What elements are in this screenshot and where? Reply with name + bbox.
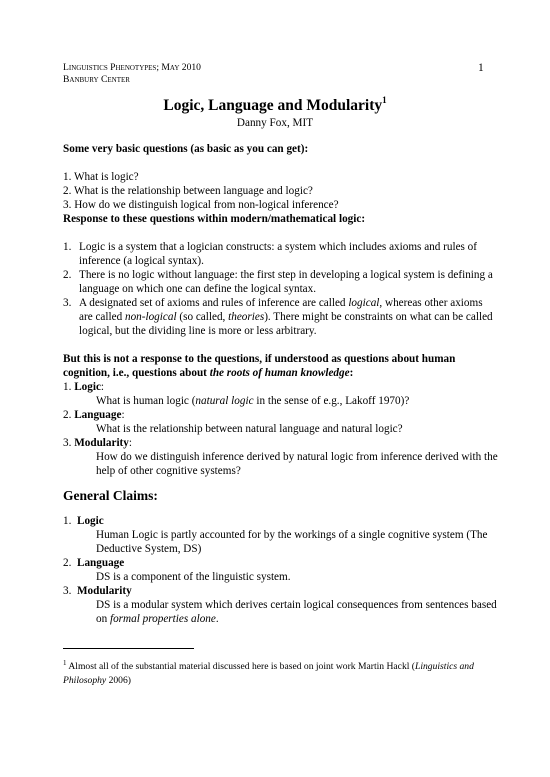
item-label: Logic (76, 515, 104, 527)
text-run: , whereas other axioms (379, 297, 483, 309)
item-label: Language (74, 409, 122, 421)
section1-heading: Some very basic questions (as basic as you can get): (63, 143, 309, 155)
section3-item-3-text-line-2: help of other cognitive systems? (96, 465, 241, 477)
section3-item-1-title (63, 380, 104, 394)
running-header (63, 62, 201, 86)
text-run: : (128, 437, 132, 449)
section4-item-1-title (63, 514, 104, 528)
text-run: on (96, 613, 110, 625)
section3-item-1-text (96, 394, 409, 408)
section2-item-1-number: 1. (63, 241, 72, 253)
section1-item-2: 2. What is the relationship between language and logic? (63, 185, 313, 197)
text-run: cognition, i.e., questions about (63, 367, 210, 379)
item-number: 2. (63, 409, 72, 421)
title-footnote-mark: 1 (382, 95, 387, 105)
italic-run: non-logical (124, 311, 177, 323)
item-label: Language (76, 557, 125, 569)
section2-item-2-line-2: language on which one can define the logical syntax. (79, 283, 317, 295)
item-number: 2. (63, 557, 72, 569)
text-run: are called (79, 311, 125, 323)
section2-item-3-line-3: logical, but the dividing line is more or less arbitrary. (79, 325, 317, 337)
item-label: Modularity (74, 437, 129, 449)
section3-heading-line-1: But this is not a response to the questions, if understood as questions about human (63, 353, 456, 365)
section4-item-2-line-1: DS is a component of the linguistic system. (96, 571, 291, 583)
text-run: ). There might be constraints on what can be called (264, 311, 493, 323)
section3-item-2-text: What is the relationship between natural language and natural logic? (96, 423, 403, 435)
section4-item-1-line-1: Human Logic is partly accounted for by the workings of a single cognitive system (The (96, 529, 488, 541)
section2-item-3-line-2 (79, 310, 493, 324)
item-number: 3. (63, 437, 72, 449)
header-line-2: Banbury Center (63, 74, 130, 85)
italic-run: the roots of human knowledge (209, 367, 350, 379)
section3-heading-line-2 (63, 366, 353, 380)
footnote-rule (63, 648, 194, 649)
section2-item-2-number: 2. (63, 269, 72, 281)
item-number: 1. (63, 515, 72, 527)
section2-item-3-line-1 (79, 296, 483, 310)
item-number: 3. (63, 585, 72, 597)
page-number: 1 (478, 62, 484, 74)
document-title (0, 96, 550, 115)
section4-item-3-line-2 (96, 612, 219, 626)
text-run: : (349, 367, 354, 379)
italic-run: natural logic (195, 395, 254, 407)
title-text: Logic, Language and Modularity (163, 97, 383, 115)
section2-item-1-line-1: Logic is a system that a logician constructs: a system which includes axioms and rules of (79, 241, 478, 253)
section2-heading: Response to these questions within modern/mathematical logic: (63, 213, 366, 225)
section4-heading: General Claims: (63, 488, 158, 503)
section2-item-1-line-2: inference (a logical syntax). (79, 255, 204, 267)
section3-item-3-title (63, 436, 132, 450)
item-label: Logic (74, 381, 101, 393)
section4-item-1-line-2: Deductive System, DS) (96, 543, 202, 555)
italic-run: logical (348, 297, 380, 309)
italic-run: Linguistics and Philosophy (63, 661, 474, 687)
section4-item-2-title (63, 556, 124, 570)
section1-item-1: 1. What is logic? (63, 171, 139, 183)
section4-item-3-line-1: DS is a modular system which derives certain logical consequences from sentences based (96, 599, 497, 611)
footnote-mark: 1 (63, 659, 67, 667)
text-run: A designated set of axioms and rules of inference are called (79, 297, 349, 309)
section3-item-2-title (63, 408, 125, 422)
section2-item-2-line-1: There is no logic without language: the first step in developing a logical system is defining a (79, 269, 493, 281)
text-run: Almost all of the substantial material discussed here is based on joint work Martin Hackl ( (66, 661, 415, 673)
item-label: Modularity (76, 585, 132, 597)
section4-item-3-title (63, 584, 132, 598)
text-run: (so called, (176, 311, 229, 323)
text-run: 2006) (106, 675, 131, 687)
section1-item-3: 3. How do we distinguish logical from non-logical inference? (63, 199, 339, 211)
text-run: in the sense of e.g., Lakoff 1970)? (253, 395, 410, 407)
text-run: . (215, 613, 219, 625)
text-run: What is human logic ( (96, 395, 196, 407)
text-run: : (100, 381, 105, 393)
author-line: Danny Fox, MIT (236, 117, 314, 129)
item-number: 1. (63, 381, 72, 393)
italic-run: formal properties alone (109, 613, 216, 625)
header-line-1: Linguistics Phenotypes; May 2010 (63, 62, 201, 73)
section3-item-3-text-line-1: How do we distinguish inference derived by natural logic from inference derived with the (96, 451, 498, 463)
italic-run: theories (228, 311, 265, 323)
section2-item-3-number: 3. (63, 297, 72, 309)
footnote (63, 656, 493, 688)
text-run: : (121, 409, 125, 421)
